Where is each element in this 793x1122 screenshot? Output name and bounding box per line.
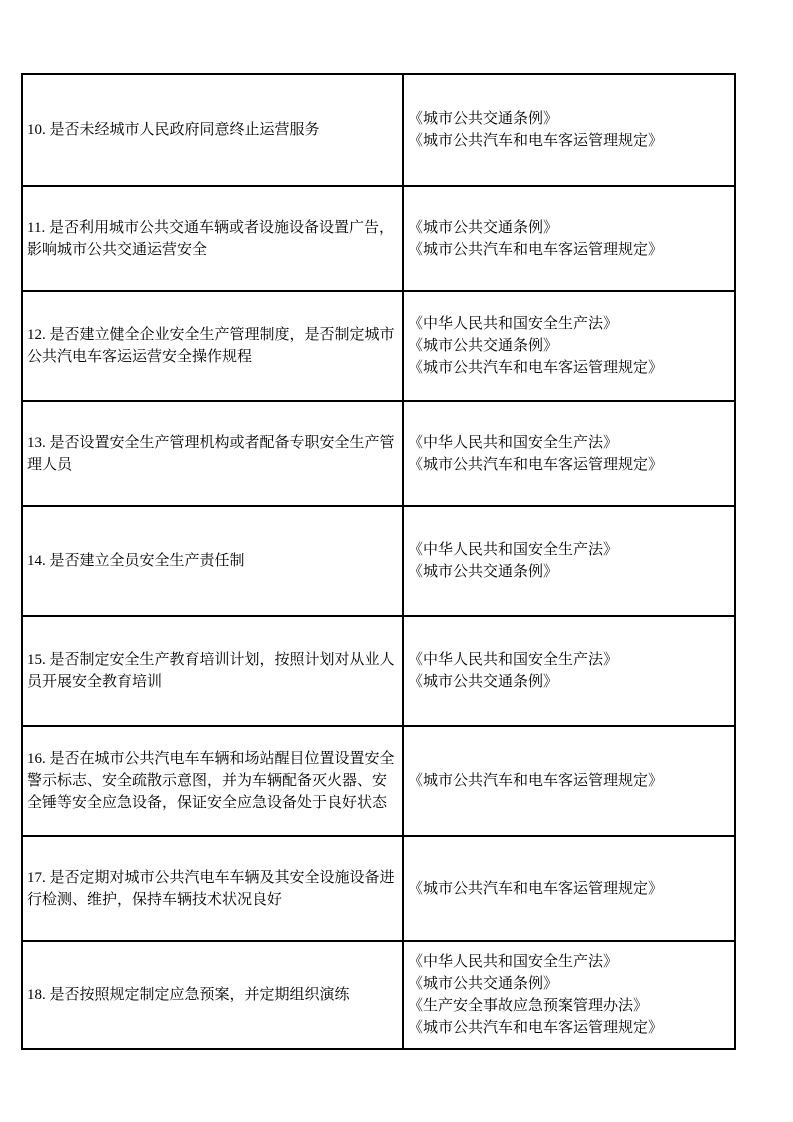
check-item-cell: 18. 是否按照规定制定应急预案，并定期组织演练: [22, 941, 403, 1049]
legal-reference-cell: 《城市公共交通条例》 《城市公共汽车和电车客运管理规定》: [403, 74, 735, 186]
legal-reference-cell: 《城市公共汽车和电车客运管理规定》: [403, 836, 735, 941]
check-item-cell: 11. 是否利用城市公共交通车辆或者设施设备设置广告，影响城市公共交通运营安全: [22, 186, 403, 291]
legal-reference-cell: 《中华人民共和国安全生产法》 《城市公共交通条例》 《城市公共汽车和电车客运管理规定》: [403, 291, 735, 401]
legal-reference-cell: 《中华人民共和国安全生产法》 《城市公共交通条例》: [403, 616, 735, 726]
table-row: [22, 616, 735, 726]
compliance-check-table: [21, 73, 736, 1050]
legal-reference-cell: 《中华人民共和国安全生产法》 《城市公共交通条例》 《生产安全事故应急预案管理办法》 《城市公共汽车和电车客运管理规定》: [403, 941, 735, 1049]
legal-reference-cell: 《中华人民共和国安全生产法》 《城市公共交通条例》: [403, 506, 735, 616]
table-row: [22, 74, 735, 186]
table-row: [22, 186, 735, 291]
legal-reference-cell: 《城市公共汽车和电车客运管理规定》: [403, 726, 735, 836]
check-item-cell: 10. 是否未经城市人民政府同意终止运营服务: [22, 74, 403, 186]
check-item-cell: 12. 是否建立健全企业安全生产管理制度，是否制定城市公共汽电车客运运营安全操作规程: [22, 291, 403, 401]
check-item-cell: 13. 是否设置安全生产管理机构或者配备专职安全生产管理人员: [22, 401, 403, 506]
legal-reference-cell: 《城市公共交通条例》 《城市公共汽车和电车客运管理规定》: [403, 186, 735, 291]
table-row: [22, 836, 735, 941]
check-item-cell: 14. 是否建立全员安全生产责任制: [22, 506, 403, 616]
check-item-cell: 17. 是否定期对城市公共汽电车车辆及其安全设施设备进行检测、维护，保持车辆技术状况良好: [22, 836, 403, 941]
legal-reference-cell: 《中华人民共和国安全生产法》 《城市公共汽车和电车客运管理规定》: [403, 401, 735, 506]
check-item-cell: 15. 是否制定安全生产教育培训计划，按照计划对从业人员开展安全教育培训: [22, 616, 403, 726]
table-row: [22, 401, 735, 506]
table-row: [22, 941, 735, 1049]
table-row: [22, 726, 735, 836]
table-row: [22, 291, 735, 401]
table-row: [22, 506, 735, 616]
check-item-cell: 16. 是否在城市公共汽电车车辆和场站醒目位置设置安全警示标志、安全疏散示意图，并为车辆配备灭火器、安全锤等安全应急设备，保证安全应急设备处于良好状态: [22, 726, 403, 836]
